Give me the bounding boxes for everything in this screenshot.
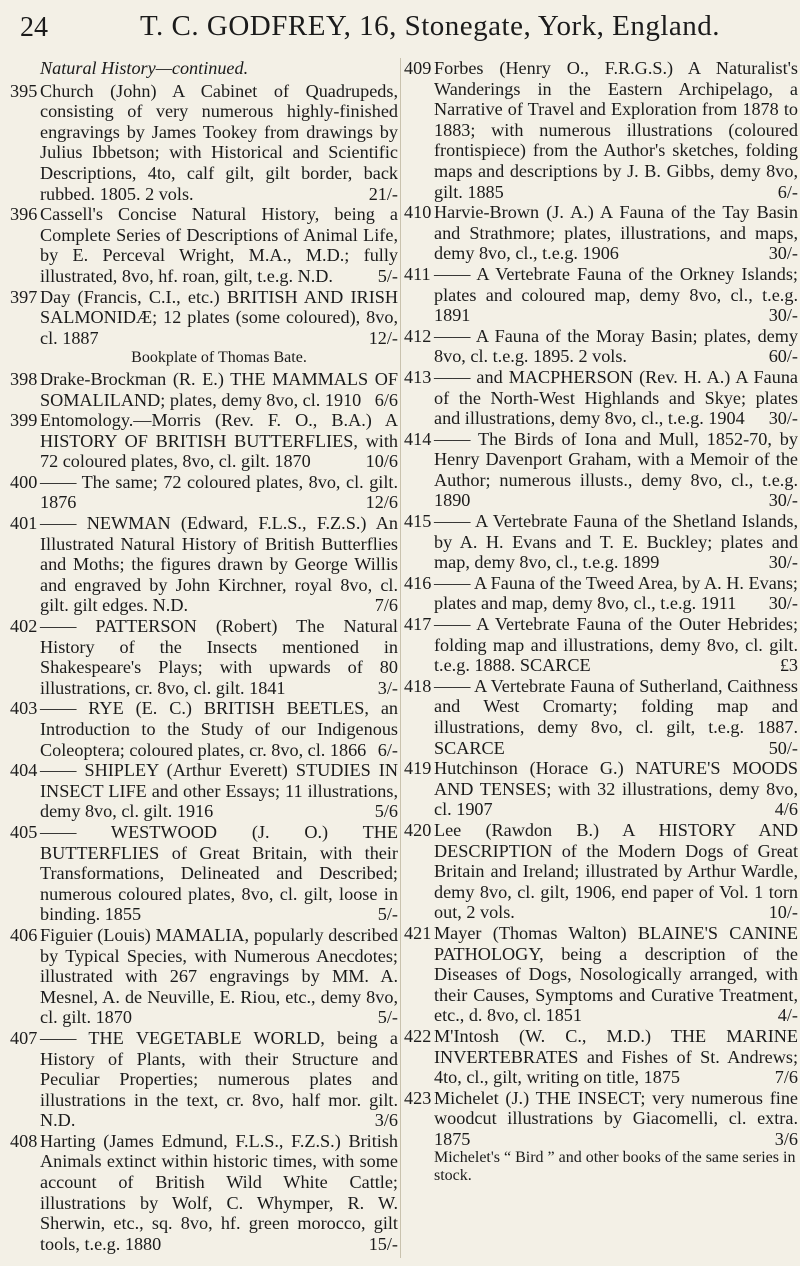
entry-text — [434, 758, 798, 820]
entry-price: 50/- — [768, 737, 798, 758]
catalogue-entry — [404, 676, 798, 758]
catalogue-entry — [404, 923, 798, 1026]
entry-text — [40, 1131, 398, 1255]
lot-number: 396 — [10, 204, 38, 225]
lot-number: 421 — [404, 922, 432, 943]
entry-text — [434, 573, 798, 614]
entry-description: Hutchinson (Horace G.) NATURE'S MOODS AND TENSES; with 32 illustrations, demy 8vo, cl. 1907 — [434, 758, 798, 820]
entry-price: 5/- — [377, 265, 398, 286]
lot-number: 409 — [404, 58, 432, 78]
lot-number: 407 — [10, 1027, 38, 1048]
entry-price: 5/- — [377, 904, 398, 925]
entry-price: 30/- — [768, 305, 798, 326]
entry-description: —— The same; 72 coloured plates, 8vo, cl. gilt. 1876 — [40, 471, 398, 513]
catalogue-entry — [10, 616, 398, 698]
catalogue-entry — [404, 758, 798, 820]
entry-price: 21/- — [368, 183, 398, 204]
entry-text — [40, 369, 398, 410]
entry-price: 6/- — [777, 181, 798, 202]
entry-price: 15/- — [368, 1233, 398, 1254]
entry-price: 30/- — [768, 243, 798, 264]
entry-text — [40, 472, 398, 513]
lot-number: 423 — [404, 1087, 432, 1108]
entry-text — [40, 204, 398, 286]
lot-number: 420 — [404, 819, 432, 840]
catalogue-entry — [10, 410, 398, 472]
catalogue-entry — [404, 58, 798, 202]
entry-text — [434, 676, 798, 758]
catalogue-entry — [10, 698, 398, 760]
entry-description: —— The Birds of Iona and Mull, 1852-70, by Henry Davenport Graham, with a Memoir of the Author; numerous illusts., demy 8vo, cl., t.e.g. 1890 — [434, 428, 798, 511]
entry-text — [434, 820, 798, 923]
entry-description: M'Intosh (W. C., M.D.) THE MARINE INVERTEBRATES and Fishes of St. Andrews; 4to, cl., gilt, writing on title, 1875 — [434, 1025, 798, 1088]
catalogue-entry — [404, 264, 798, 326]
entry-price: 3/6 — [374, 1110, 398, 1131]
entry-description: —— PATTERSON (Robert) The Natural History of the Insects mentioned in Shakespeare's Plays; with upwards of 80 illustrations, cr. 8vo, cl. gilt. 1841 — [40, 616, 398, 698]
lot-number: 400 — [10, 471, 38, 492]
entry-description: Drake-Brockman (R. E.) THE MAMMALS OF SOMALILAND; plates, demy 8vo, cl. 1910 — [40, 368, 398, 410]
entry-price: 6/6 — [374, 389, 398, 410]
entry-description: Forbes (Henry O., F.R.G.S.) A Naturalist's Wanderings in the Eastern Archipelago, a Narrative of Travel and Exploration from 1878 to 1883; with numerous illustrations (coloured frontispiece) from the Author's sketches, folding maps and descriptions by J. B. Gibbs, demy 8vo, gilt. 1885 — [434, 58, 798, 202]
entry-description: Mayer (Thomas Walton) BLAINE'S CANINE PATHOLOGY, being a description of the Diseases of Dogs, Nosologically arranged, with their Causes, Symptoms and Curative Treatment, etc., d. 8vo, cl. 1851 — [434, 922, 798, 1026]
lot-number: 404 — [10, 760, 38, 781]
entry-description: —— A Fauna of the Moray Basin; plates, demy 8vo, cl. t.e.g. 1895. 2 vols. — [434, 325, 798, 367]
entry-description: —— WESTWOOD (J. O.) THE BUTTERFLIES of Great Britain, with their Transformations, Delineated and Described; numerous coloured plates, 8vo, cl. gilt, loose in binding. 1855 — [40, 821, 398, 925]
entry-description: Harting (James Edmund, F.L.S., F.Z.S.) British Animals extinct within historic times, with some account of British Wild White Cattle; illustrations by Wolf, C. Whymper, R. W. Sherwin, etc., sq. 8vo, hf. green morocco, gilt tools, t.e.g. 1880 — [40, 1130, 398, 1254]
lot-number: 408 — [10, 1130, 38, 1151]
entry-price: 30/- — [768, 593, 798, 614]
entry-price: 10/- — [768, 902, 798, 923]
right-column — [404, 58, 798, 1185]
lot-number: 410 — [404, 202, 432, 223]
catalogue-entry — [10, 204, 398, 286]
entry-description: —— A Fauna of the Tweed Area, by A. H. Evans; plates and map, demy 8vo, cl., t.e.g. 1911 — [434, 572, 798, 614]
entry-text — [40, 616, 398, 698]
catalogue-entry — [404, 202, 798, 264]
entry-text — [40, 1028, 398, 1131]
catalogue-entry — [404, 573, 798, 614]
entry-price: 5/- — [377, 1007, 398, 1028]
entry-text — [434, 614, 798, 676]
entry-text — [434, 1026, 798, 1088]
entry-description: —— RYE (E. C.) BRITISH BEETLES, an Introduction to the Study of our Indigenous Coleoptera; coloured plates, cr. 8vo, cl. 1866 — [40, 698, 398, 760]
left-entry-list — [10, 81, 398, 1255]
lot-number: 411 — [404, 263, 431, 284]
entry-price: £3 — [779, 655, 798, 676]
entry-price: 7/6 — [774, 1067, 798, 1088]
lot-number: 402 — [10, 616, 38, 637]
page-header — [0, 10, 800, 50]
catalogue-entry — [404, 614, 798, 676]
lot-number: 414 — [404, 428, 432, 449]
entry-description: —— NEWMAN (Edward, F.L.S., F.Z.S.) An Illustrated Natural History of British Butterflies and Moths; the figures drawn by George Willis and engraved by John Kirchner, royal 8vo, cl. gilt. gilt edges. N.D. — [40, 513, 398, 616]
entry-text — [40, 925, 398, 1028]
entry-price: 3/- — [377, 677, 398, 698]
entry-description: Harvie-Brown (J. A.) A Fauna of the Tay Basin and Strathmore; plates, illustrations, and maps, demy 8vo, cl., t.e.g. 1906 — [434, 202, 798, 264]
entry-price: 5/6 — [374, 801, 398, 822]
catalogue-entry — [10, 513, 398, 616]
entry-note: Bookplate of Thomas Bate. — [131, 349, 307, 367]
catalogue-entry — [10, 287, 398, 369]
running-head: T. C. GODFREY, 16, Stonegate, York, England. — [140, 10, 720, 42]
catalogue-entry — [404, 326, 798, 367]
entry-text — [434, 264, 798, 326]
lot-number: 413 — [404, 366, 432, 387]
entry-text — [434, 367, 798, 429]
page-number: 24 — [20, 12, 48, 43]
entry-description: Figuier (Louis) MAMALIA, popularly described by Typical Species, with Numerous Anecdotes; illustrated with 267 engravings by MM. A. Mesnel, A. de Neuville, E. Riou, etc., demy 8vo, cl. gilt. 1870 — [40, 924, 398, 1028]
entry-text — [40, 760, 398, 822]
entry-description: Michelet (J.) THE INSECT; very numerous fine woodcut illustrations by Giacomelli, cl. extra. 1875 — [434, 1087, 798, 1149]
entry-description: Day (Francis, C.I., etc.) BRITISH AND IRISH SALMONIDÆ; 12 plates (some coloured), 8vo, cl. 1887 — [40, 286, 398, 348]
entry-text — [434, 202, 798, 264]
entry-price: 60/- — [768, 346, 798, 367]
entry-text — [40, 513, 398, 616]
entry-description: —— A Vertebrate Fauna of the Outer Hebrides; folding map and illustrations, demy 8vo, cl. gilt. t.e.g. 1888. SCARCE — [434, 614, 798, 676]
entry-price: 4/6 — [774, 799, 798, 820]
lot-number: 405 — [10, 821, 38, 842]
entry-text — [40, 287, 398, 349]
entry-text — [434, 923, 798, 1026]
entry-text — [434, 511, 798, 573]
entry-price: 12/- — [368, 327, 398, 348]
lot-number: 403 — [10, 698, 38, 719]
entry-text — [434, 326, 798, 367]
entry-price: 30/- — [768, 490, 798, 511]
catalogue-entry — [404, 1026, 798, 1088]
entry-price: 7/6 — [374, 595, 398, 616]
lot-number: 406 — [10, 924, 38, 945]
footer-note: Michelet's “ Bird ” and other books of the same series in stock. — [434, 1149, 796, 1185]
entry-description: Cassell's Concise Natural History, being a Complete Series of Descriptions of Animal Life, by E. Perceval Wright, M.A., M.D.; fully illustrated, 8vo, hf. roan, gilt, t.e.g. N.D. — [40, 204, 398, 286]
entry-description: —— THE VEGETABLE WORLD, being a History of Plants, with their Structure and Peculiar Properties; numerous plates and illustrations in the text, cr. 8vo, half mor. gilt. N.D. — [40, 1027, 398, 1131]
lot-number: 398 — [10, 368, 38, 389]
entry-text — [40, 822, 398, 925]
entry-description: —— A Vertebrate Fauna of the Shetland Islands, by A. H. Evans and T. E. Buckley; plates and map, demy 8vo, cl., t.e.g. 1899 — [434, 511, 798, 573]
lot-number: 395 — [10, 80, 38, 101]
catalogue-entry — [10, 822, 398, 925]
catalogue-entry — [404, 1088, 798, 1150]
entry-text — [40, 698, 398, 760]
entry-description: Lee (Rawdon B.) A HISTORY AND DESCRIPTION of the Modern Dogs of Great Britain and Ireland; illustrated by Arthur Wardle, demy 8vo, cl. gilt, 1906, end paper of Vol. 1 torn out, 2 vols. — [434, 819, 798, 923]
entry-price: 30/- — [768, 552, 798, 573]
catalogue-entry — [10, 1131, 398, 1255]
entry-price: 3/6 — [774, 1128, 798, 1149]
left-column — [10, 58, 398, 1254]
entry-description: —— and MACPHERSON (Rev. H. A.) A Fauna of the North-West Highlands and Skye; plates and illustrations, demy 8vo, cl., t.e.g. 1904 — [434, 366, 798, 429]
catalogue-entry — [10, 81, 398, 205]
entry-description: Church (John) A Cabinet of Quadrupeds, consisting of very numerous highly-finished engravings by James Tookey from drawings by Julius Ibbetson; with Historical and Scientific Descriptions, 4to, calf gilt, gilt border, back rubbed. 1805. 2 vols. — [40, 80, 398, 204]
lot-number: 399 — [10, 410, 38, 431]
lot-number: 401 — [10, 513, 38, 534]
catalogue-entry — [10, 1028, 398, 1131]
column-divider — [400, 58, 401, 1258]
entry-text — [434, 58, 798, 202]
section-title: Natural History—continued. — [40, 58, 249, 78]
entry-price: 30/- — [768, 408, 798, 429]
entry-text — [40, 410, 398, 472]
lot-number: 417 — [404, 614, 432, 635]
entry-description: —— A Vertebrate Fauna of the Orkney Islands; plates and coloured map, demy 8vo, cl., t.e.g. 1891 — [434, 263, 798, 326]
catalogue-entry — [10, 760, 398, 822]
entry-text — [434, 1088, 798, 1150]
lot-number: 412 — [404, 325, 432, 346]
entry-description: —— SHIPLEY (Arthur Everett) STUDIES IN INSECT LIFE and other Essays; 11 illustrations, demy 8vo, cl. gilt. 1916 — [40, 760, 398, 822]
catalogue-entry — [404, 511, 798, 573]
catalogue-entry — [10, 472, 398, 513]
catalogue-entry — [404, 429, 798, 511]
catalogue-entry — [10, 925, 398, 1028]
lot-number: 422 — [404, 1025, 432, 1046]
entry-price: 4/- — [777, 1005, 798, 1026]
entry-text — [40, 81, 398, 205]
right-entry-list — [404, 58, 798, 1149]
catalogue-entry — [10, 369, 398, 410]
catalogue-entry — [404, 820, 798, 923]
lot-number: 419 — [404, 758, 432, 779]
entry-description: —— A Vertebrate Fauna of Sutherland, Caithness and West Cromarty; folding map and illustrations, demy 8vo, cl. gilt, t.e.g. 1887. SCARCE — [434, 675, 798, 758]
entry-price: 12/6 — [365, 492, 398, 513]
lot-number: 415 — [404, 511, 432, 532]
entry-price: 6/- — [377, 739, 398, 760]
entry-description: Entomology.—Morris (Rev. F. O., B.A.) A HISTORY OF BRITISH BUTTERFLIES, with 72 coloured plates, 8vo, cl. gilt. 1870 — [40, 410, 398, 472]
lot-number: 416 — [404, 572, 432, 593]
lot-number: 397 — [10, 286, 38, 307]
entry-text — [434, 429, 798, 511]
entry-price: 10/6 — [365, 451, 398, 472]
lot-number: 418 — [404, 675, 432, 696]
catalogue-entry — [404, 367, 798, 429]
